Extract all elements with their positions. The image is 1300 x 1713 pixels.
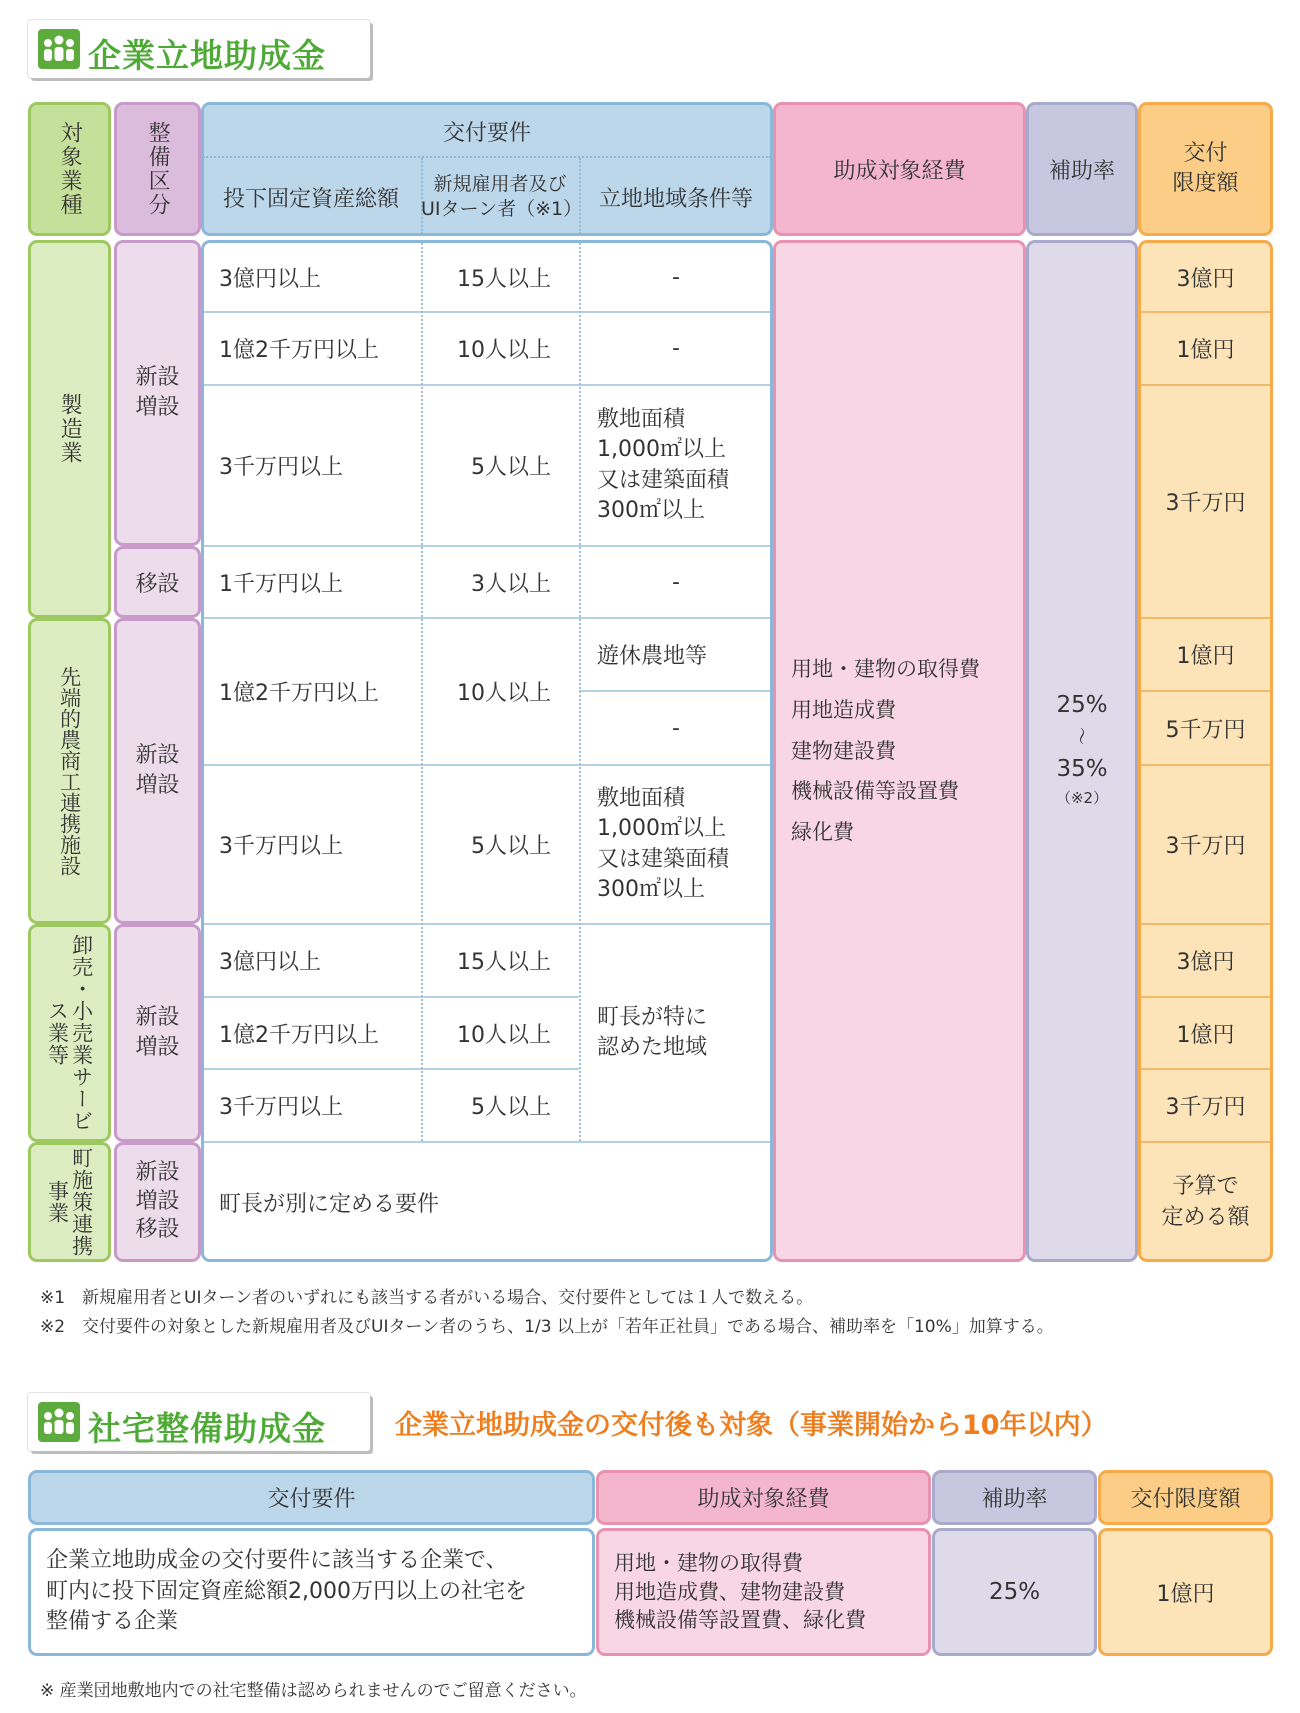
people-group-icon [38, 1402, 80, 1442]
header-expenses-label: 助成対象経費 [833, 158, 966, 184]
rate-bottom: 35% [1056, 756, 1108, 782]
wholesale-row3-assets: 3千万円以上 [219, 1095, 343, 1120]
limit-mfg-3: 3千万円 [1165, 491, 1246, 516]
limit-town: 予算で 定める額 [1161, 1173, 1250, 1230]
industry-wholesale: 卸売・小売業サービス業等 [45, 934, 94, 1132]
header-requirements-divider [203, 156, 771, 158]
mfg-row1-employees: 15人以上 [457, 266, 551, 292]
s2-header-expenses-label: 助成対象経費 [697, 1487, 830, 1512]
rate-top: 25% [1056, 692, 1108, 718]
s2-requirement: 企業立地助成金の交付要件に該当する企業で、 町内に投下固定資産総額2,000万円以上の社宅を 整備する企業 [46, 1548, 527, 1635]
agri-row2-employees: 5人以上 [471, 834, 551, 859]
limit-wholesale-3: 3千万円 [1165, 1095, 1246, 1120]
category-wholesale: 新設 増設 [135, 1004, 180, 1060]
category-mfg-new: 新設 増設 [135, 364, 180, 420]
mfg-row2-assets: 1億2千万円以上 [219, 338, 379, 363]
industry-agri-commerce: 先端的農商工連携施設 [57, 666, 82, 876]
town-requirement: 町長が別に定める要件 [219, 1192, 440, 1217]
mfg-row3-assets: 3千万円以上 [219, 455, 343, 480]
mfg-row1-assets: 3億円以上 [219, 266, 321, 292]
expenses-list: 用地・建物の取得費 用地造成費 建物建設費 機械設備等設置費 緑化費 [791, 656, 980, 845]
mfg-row4-location: - [672, 569, 680, 595]
header-rate-label: 補助率 [1048, 158, 1115, 184]
wholesale-row1-assets: 3億円以上 [219, 950, 321, 975]
header-industry-label: 対象業種 [57, 121, 83, 217]
header-limit-label: 交付 限度額 [1172, 141, 1239, 196]
wholesale-row2-employees: 10人以上 [457, 1022, 551, 1048]
limit-agri-3: 3千万円 [1165, 834, 1246, 859]
s2-header-rate-label: 補助率 [981, 1487, 1048, 1512]
agri-row2-location: 敷地面積 1,000㎡以上 又は建築面積 300㎡以上 [597, 785, 730, 902]
section1-title-box [28, 20, 370, 78]
mfg-row3-location: 敷地面積 1,000㎡以上 又は建築面積 300㎡以上 [597, 406, 730, 523]
s2-header-limit-label: 交付限度額 [1130, 1487, 1241, 1512]
wholesale-location: 町長が特に 認めた地域 [597, 1004, 708, 1060]
header-requirements-label: 交付要件 [442, 120, 531, 146]
industry-manufacturing: 製造業 [57, 393, 83, 465]
agri-row1-employees: 10人以上 [457, 681, 551, 706]
mfg-row2-employees: 10人以上 [457, 338, 551, 363]
category-agri: 新設 増設 [135, 742, 180, 798]
category-town: 新設 増設 移設 [135, 1160, 180, 1243]
s2-limit: 1億円 [1156, 1581, 1215, 1607]
rate-tilde: 〜 [1070, 727, 1091, 745]
footnote-1: ※1 新規雇用者とUIターン者のいずれにも該当する者がいる場合、交付要件としては１人で数える。 [40, 1288, 814, 1308]
section2-subtitle: 企業立地助成金の交付後も対象（事業開始から10年以内） [395, 1410, 1108, 1441]
mfg-row2-location: - [672, 336, 680, 361]
s2-footnote: ※ 産業団地敷地内での社宅整備は認められませんのでご留意ください。 [40, 1681, 587, 1701]
limit-wholesale-1: 3億円 [1176, 950, 1235, 975]
rate-note: （※2） [1055, 788, 1109, 807]
wholesale-row1-employees: 15人以上 [457, 950, 551, 975]
s2-rate: 25% [988, 1579, 1041, 1605]
s2-expenses: 用地・建物の取得費 用地造成費、建物建設費 機械設備等設置費、緑化費 [614, 1550, 866, 1633]
wholesale-row2-assets: 1億2千万円以上 [219, 1022, 379, 1048]
section2-title-box [28, 1393, 370, 1451]
header-category-label: 整備区分 [145, 121, 171, 217]
agri-row1-location-a: 遊休農地等 [597, 644, 708, 669]
category-mfg-relocate: 移設 [135, 571, 180, 597]
s2-header-requirements-label: 交付要件 [267, 1487, 356, 1512]
mfg-row4-employees: 3人以上 [471, 571, 551, 597]
header-employees: 新規雇用者及び UIターン者（※1） [421, 173, 583, 220]
header-assets: 投下固定資産総額 [222, 186, 399, 212]
limit-mfg-1: 3億円 [1176, 266, 1235, 292]
limit-wholesale-2: 1億円 [1176, 1022, 1235, 1048]
mfg-row1-location: - [672, 264, 680, 290]
mfg-row4-assets: 1千万円以上 [219, 571, 343, 597]
footnote-2: ※2 交付要件の対象とした新規雇用者及びUIターン者のうち、1/3 以上が「若年正社員」である場合、補助率を「10%」加算する。 [40, 1317, 1054, 1337]
limit-agri-1: 1億円 [1176, 644, 1235, 669]
header-location: 立地地域条件等 [598, 186, 753, 212]
limit-mfg-2: 1億円 [1176, 338, 1235, 363]
agri-row1-location-b: - [672, 715, 680, 741]
wholesale-row3-employees: 5人以上 [471, 1095, 551, 1120]
agri-row1-assets: 1億2千万円以上 [219, 681, 379, 706]
people-group-icon [38, 29, 80, 69]
mfg-row3-employees: 5人以上 [471, 455, 551, 480]
industry-town-policy: 町施策連携事業 [45, 1147, 94, 1257]
section2-title: 社宅整備助成金 [88, 1409, 326, 1448]
section1-title: 企業立地助成金 [88, 36, 326, 75]
agri-row2-assets: 3千万円以上 [219, 834, 343, 859]
limit-agri-2: 5千万円 [1165, 717, 1246, 743]
